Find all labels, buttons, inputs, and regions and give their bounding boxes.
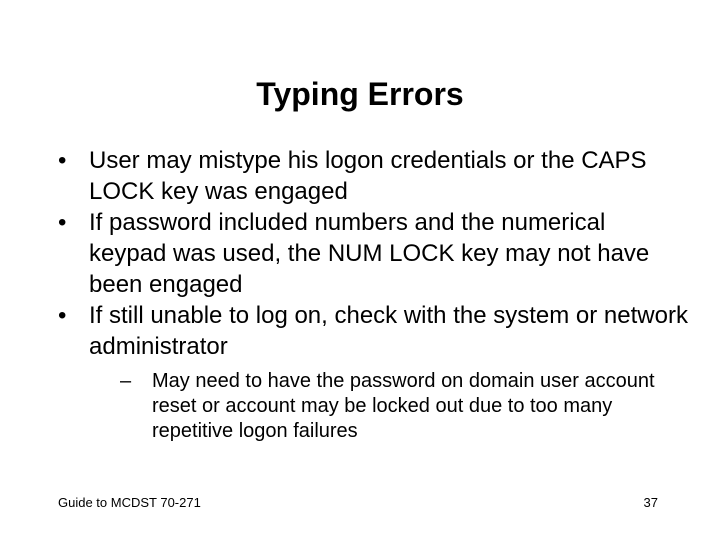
footer-course-title: Guide to MCDST 70-271 [58, 495, 201, 510]
sub-bullet-text: May need to have the password on domain user account reset or account may be locked out due to too many repetitive logon failures [152, 370, 655, 442]
bullet-marker: • [58, 147, 67, 174]
bullet-item [58, 300, 688, 444]
bullet-item [58, 145, 688, 207]
sub-bullet-item [89, 369, 688, 444]
bullet-text: If still unable to log on, check with the system or network administrator [89, 302, 688, 360]
bullet-text: User may mistype his logon credentials or the CAPS LOCK key was engaged [89, 147, 647, 205]
bullet-marker: • [58, 209, 67, 236]
sub-bullet-list [89, 369, 688, 444]
bullet-text: If password included numbers and the numerical keypad was used, the NUM LOCK key may not have been engaged [89, 209, 650, 298]
slide-title: Typing Errors [256, 76, 464, 112]
sub-bullet-marker: – [120, 370, 132, 392]
bullet-item [58, 207, 688, 300]
page-number: 37 [643, 495, 658, 510]
bullet-list [58, 145, 688, 444]
bullet-marker: • [58, 302, 67, 329]
